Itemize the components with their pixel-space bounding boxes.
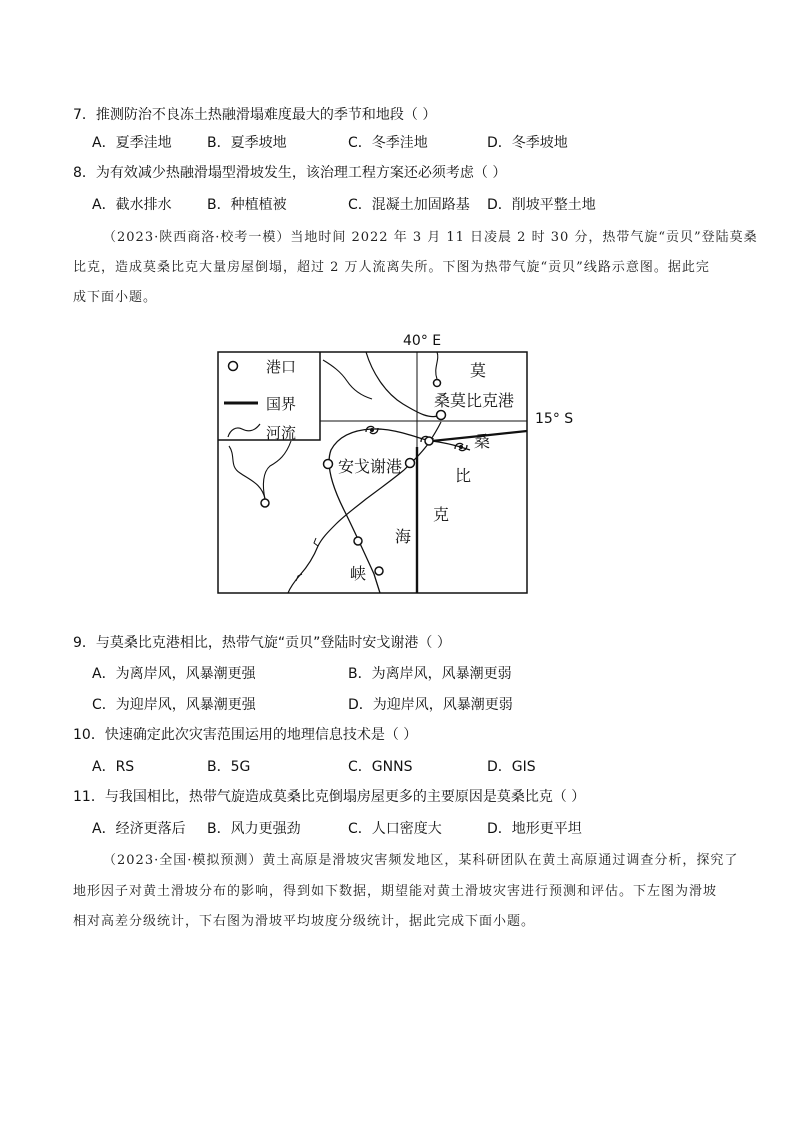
port-marker-icon: [354, 537, 362, 545]
port-marker-icon: [437, 411, 446, 420]
angoche-port-label: 安戈谢港: [338, 457, 403, 476]
passage-2-line-2: 地形因子对黄土滑坡分布的影响，得到如下数据，期望能对黄土滑坡灾害进行预测和评估。下左图为滑坡: [73, 884, 718, 899]
river: [323, 360, 372, 399]
port-marker-icon: [406, 459, 415, 468]
question-10-option-b: B．5G: [207, 759, 251, 775]
cyclone-icon: [455, 443, 467, 450]
coastline: [366, 352, 441, 417]
legend-river-icon: [228, 424, 260, 437]
parallel-label: 15° S: [535, 411, 574, 427]
question-10-stem: 10．快速确定此次灾害范围运用的地理信息技术是（ ）: [73, 727, 418, 743]
port-marker-icon: [375, 567, 383, 575]
question-11-option-c: C．人口密度大: [348, 821, 442, 837]
question-11-option-b: B．风力更强劲: [207, 821, 301, 837]
river: [436, 352, 438, 379]
port-marker-icon: [425, 437, 433, 445]
passage-1-line-2: 比克，造成莫桑比克大量房屋倒塌，超过 2 万人流离失所。下图为热带气旋“贡贝”线路示意图。据此完: [73, 260, 710, 275]
strait-label-char: 峡: [350, 564, 367, 583]
question-9-option-a: A．为离岸风，风暴潮更强: [92, 666, 256, 682]
question-10-option-c: C．GNNS: [348, 759, 413, 775]
country-label-char: 克: [433, 505, 450, 524]
question-8-option-d: D．削坡平整土地: [487, 197, 596, 213]
question-7-option-c: C．冬季洼地: [348, 135, 428, 151]
river: [229, 446, 265, 499]
passage-1-line-1: （2023·陕西商洛·校考一模）当地时间 2022 年 3 月 11 日凌晨 2 时 30 分，热带气旋“贡贝”登陆莫桑: [103, 230, 758, 245]
port-marker-icon: [324, 460, 333, 469]
question-8-option-a: A．截水排水: [92, 197, 172, 213]
cyclone-track-map: [210, 328, 600, 600]
country-label-char: 桑: [474, 432, 491, 451]
strait-label-char: 海: [395, 527, 412, 546]
passage-1-line-3: 成下面小题。: [73, 290, 158, 305]
port-marker-icon: [434, 380, 441, 387]
passage-2-line-1: （2023·全国·模拟预测）黄土高原是滑坡灾害频发地区，某科研团队在黄土高原通过调查分析，探究了: [103, 853, 739, 868]
question-7-option-a: A．夏季洼地: [92, 135, 172, 151]
legend-port-label: 港口: [266, 358, 297, 376]
question-10-option-d: D．GIS: [487, 759, 536, 775]
question-9-option-b: B．为离岸风，风暴潮更弱: [348, 666, 512, 682]
country-label-char: 莫: [470, 361, 487, 380]
question-9-option-c: C．为迎岸风，风暴潮更强: [92, 697, 256, 713]
river: [263, 441, 291, 499]
question-8-stem: 8．为有效减少热融滑塌型滑坡发生，该治理工程方案还必须考虑（ ）: [73, 165, 507, 181]
port-marker-icon: [261, 499, 269, 507]
question-11-option-d: D．地形更平坦: [487, 821, 582, 837]
cyclone-icon: [366, 426, 378, 433]
passage-2-line-3: 相对高差分级统计，下右图为滑坡平均坡度分级统计，据此完成下面小题。: [73, 914, 536, 929]
legend-river-label: 河流: [266, 424, 297, 442]
question-8-option-b: B．种植植被: [207, 197, 287, 213]
legend-port-icon: [229, 362, 238, 371]
question-11-stem: 11．与我国相比，热带气旋造成莫桑比克倒塌房屋更多的主要原因是莫桑比克（ ）: [73, 789, 586, 805]
question-8-option-c: C．混凝土加固路基: [348, 197, 470, 213]
meridian-label: 40° E: [403, 333, 442, 349]
question-9-option-d: D．为迎岸风，风暴潮更弱: [348, 697, 513, 713]
mozambique-port-label: 桑莫比克港: [434, 391, 515, 410]
question-7-stem: 7．推测防治不良冻土热融滑塌难度最大的季节和地段（ ）: [73, 107, 437, 123]
country-label-char: 比: [455, 466, 472, 485]
question-7-option-d: D．冬季坡地: [487, 135, 568, 151]
question-10-option-a: A．RS: [92, 759, 135, 775]
question-9-stem: 9．与莫桑比克港相比，热带气旋“贡贝”登陆时安戈谢港（ ）: [73, 635, 451, 651]
question-11-option-a: A．经济更落后: [92, 821, 186, 837]
coastline-detail: [296, 538, 318, 581]
legend-border-label: 国界: [266, 395, 297, 413]
question-7-option-b: B．夏季坡地: [207, 135, 287, 151]
